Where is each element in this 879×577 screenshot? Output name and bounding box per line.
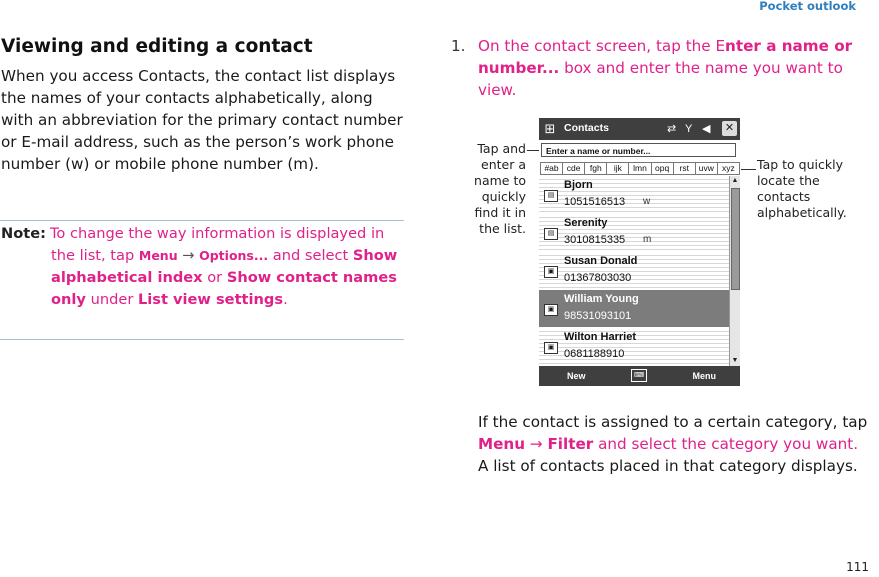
callout-right-line (741, 169, 756, 170)
contact-name: William Young (564, 293, 639, 305)
contact-name: Serenity (564, 217, 608, 229)
contact-number: 01367803030 (564, 272, 632, 284)
note-under: under (90, 291, 134, 308)
alpha-tab[interactable]: ijk (606, 162, 629, 175)
note-show-only: Show contact names only (51, 269, 397, 308)
contact-number: 1051516513 (564, 196, 626, 208)
alpha-tab[interactable]: uvw (695, 162, 718, 175)
note-options: Options... (199, 248, 269, 263)
windows-start-icon[interactable]: ⊞ (544, 121, 556, 136)
contact-row[interactable] (539, 176, 729, 213)
alpha-tab[interactable]: lmn (628, 162, 651, 175)
p2-menu: Menu (478, 435, 526, 453)
contact-name: Susan Donald (564, 255, 638, 267)
note-show-index: Show alphabetical index (51, 247, 398, 286)
signal-icon: Y (685, 123, 693, 135)
contact-tag: m (643, 234, 652, 245)
contact-number: 98531093101 (564, 310, 632, 322)
p2-text-3: A list of contacts placed in that category displays. (478, 457, 858, 475)
alpha-tab[interactable]: opq (651, 162, 674, 175)
alphabet-index-bar (540, 162, 739, 175)
contact-row[interactable] (539, 214, 729, 251)
note-text-1: To change the way information is displayed in the list, tap (50, 225, 385, 264)
contact-row[interactable] (539, 252, 729, 289)
callout-left: Tap and enter a name to quickly find it in the list. (474, 141, 526, 236)
contact-card-icon: ▤ (544, 228, 558, 240)
p2-filter: Filter (547, 435, 594, 453)
contact-number: 0681188910 (564, 348, 625, 360)
page-number: 111 (846, 560, 869, 574)
alpha-tab[interactable]: #ab (540, 162, 563, 175)
sim-contact-icon: ▣ (544, 342, 558, 354)
new-softkey[interactable]: New (567, 371, 586, 381)
p2-text-2: and select the category you want. (598, 435, 859, 453)
menu-softkey[interactable]: Menu (692, 371, 716, 381)
note-top-rule (0, 220, 404, 221)
contact-row[interactable] (539, 328, 729, 365)
sim-contact-icon: ▣ (544, 304, 558, 316)
running-header: Pocket outlook (759, 0, 856, 13)
note-list-view: List view settings (137, 291, 284, 308)
note-menu: Menu (138, 248, 178, 263)
callout-right: Tap to quickly locate the contacts alphabetically. (757, 157, 847, 220)
alpha-tab[interactable]: rst (673, 162, 696, 175)
step-number: 1. (451, 37, 466, 55)
sync-icon: ⇄ (667, 123, 677, 135)
contact-list (539, 176, 729, 366)
alpha-tab[interactable]: cde (562, 162, 585, 175)
contact-number: 3010815335 (564, 234, 626, 246)
step-text-1: On the contact screen, tap the E (478, 37, 726, 55)
note-box (1, 223, 403, 311)
note-text-2: and select (272, 247, 349, 264)
scroll-up-icon[interactable]: ▲ (731, 177, 739, 184)
step-text-2: box and enter the name you want to view. (478, 59, 843, 99)
device-screenshot (539, 118, 740, 386)
note-label: Note: (1, 225, 46, 242)
app-title: Contacts (564, 122, 609, 134)
step-1 (451, 35, 861, 101)
contact-row-selected[interactable] (539, 290, 729, 327)
note-end: . (283, 291, 288, 308)
title-bar (539, 118, 740, 140)
note-bottom-rule (0, 339, 404, 340)
contact-name: Bjorn (564, 179, 593, 191)
close-icon[interactable]: ✕ (722, 121, 737, 136)
contact-tag: w (643, 196, 651, 207)
note-or: or (207, 269, 223, 286)
p2-text-1: If the contact is assigned to a certain category, tap (478, 413, 868, 431)
scroll-down-icon[interactable]: ▼ (731, 357, 739, 364)
p2-arrow: → (529, 435, 543, 453)
search-input[interactable]: Enter a name or number... (541, 143, 736, 157)
keyboard-icon[interactable]: ⌨ (631, 369, 647, 382)
alpha-tab[interactable]: xyz (717, 162, 740, 175)
scroll-thumb[interactable] (731, 188, 740, 290)
alpha-tab[interactable]: fgh (584, 162, 607, 175)
sim-contact-icon: ▣ (544, 266, 558, 278)
step-bold: nter a name or number... (478, 37, 853, 77)
softkey-bar (539, 366, 740, 386)
note-arrow: → (182, 247, 195, 264)
contact-name: Wilton Harriet (564, 331, 637, 343)
category-paragraph (478, 411, 868, 477)
scrollbar[interactable] (729, 176, 740, 366)
intro-paragraph: When you access Contacts, the contact list displays the names of your contacts alphabetically, along with an abbreviation for the primary contact number or E-mail address, such as the person’s work phone number (w) or mobile phone number (m). (1, 67, 403, 173)
section-heading: Viewing and editing a contact (1, 36, 313, 57)
volume-icon[interactable]: ◀ (702, 123, 711, 135)
contact-card-icon: ▤ (544, 190, 558, 202)
